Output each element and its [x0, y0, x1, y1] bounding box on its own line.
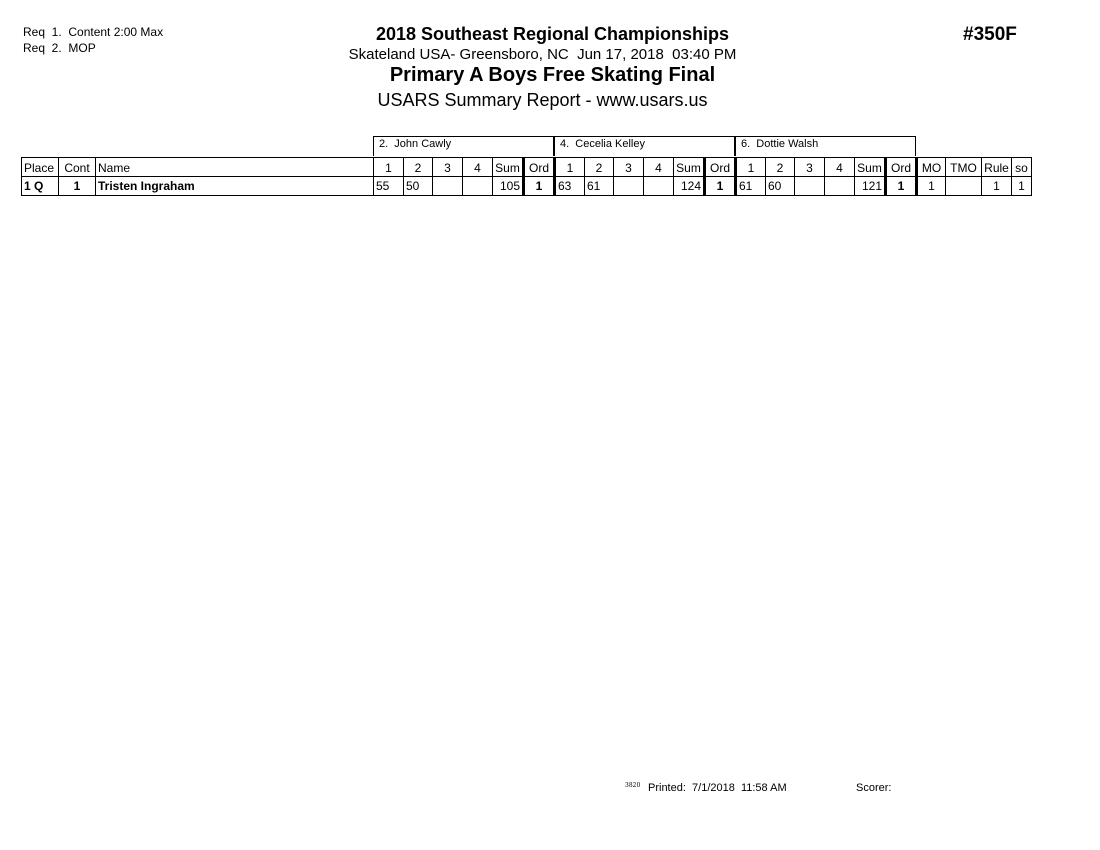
col-cont: Cont: [59, 158, 96, 177]
judge-header-3: 6. Dottie Walsh: [735, 136, 916, 156]
col-j3-3: 3: [795, 158, 825, 177]
row-j1-sum: 105: [493, 177, 524, 196]
col-j3-ord: Ord: [886, 158, 917, 177]
row-j3-score-4: [825, 177, 855, 196]
row-j3-score-3: [795, 177, 825, 196]
row-j2-score-2: 61: [585, 177, 614, 196]
col-j2-4: 4: [644, 158, 674, 177]
judge-header-1: 2. John Cawly: [373, 136, 554, 156]
event-code: #350F: [963, 24, 1017, 45]
judge-header-2: 4. Cecelia Kelley: [554, 136, 735, 156]
row-j2-score-1: 63: [555, 177, 585, 196]
col-j2-2: 2: [585, 158, 614, 177]
col-rule: Rule: [982, 158, 1012, 177]
row-j3-sum: 121: [855, 177, 886, 196]
row-so: 1: [1012, 177, 1032, 196]
printed-timestamp: Printed: 7/1/2018 11:58 AM: [648, 782, 787, 794]
table-header-row: [22, 158, 1032, 177]
row-rule: 1: [982, 177, 1012, 196]
row-skater-name: Tristen Ingraham: [96, 177, 374, 196]
event-name: Primary A Boys Free Skating Final: [389, 64, 716, 86]
col-j1-ord: Ord: [524, 158, 555, 177]
col-j3-2: 2: [766, 158, 795, 177]
col-j3-4: 4: [825, 158, 855, 177]
requirement-2: Req 2. MOP: [23, 41, 96, 55]
col-j1-4: 4: [463, 158, 493, 177]
col-mo: MO: [917, 158, 946, 177]
row-j3-score-2: 60: [766, 177, 795, 196]
col-place: Place: [22, 158, 59, 177]
report-name: USARS Summary Report - www.usars.us: [377, 90, 708, 110]
row-j1-ord: 1: [524, 177, 555, 196]
col-j3-sum: Sum: [855, 158, 886, 177]
requirement-1: Req 1. Content 2:00 Max: [23, 25, 164, 39]
row-mo: 1: [917, 177, 946, 196]
row-tmo: [946, 177, 982, 196]
competition-title: 2018 Southeast Regional Championships: [375, 24, 730, 44]
col-j2-1: 1: [555, 158, 585, 177]
col-name: Name: [96, 158, 374, 177]
row-j3-score-1: 61: [736, 177, 766, 196]
col-j1-2: 2: [404, 158, 433, 177]
venue-date: Skateland USA- Greensboro, NC Jun 17, 2018 03:40 PM: [348, 46, 737, 63]
col-so: so: [1012, 158, 1032, 177]
col-j3-1: 1: [736, 158, 766, 177]
row-j1-score-3: [433, 177, 463, 196]
row-cont: 1: [59, 177, 96, 196]
row-j2-score-3: [614, 177, 644, 196]
row-j2-score-4: [644, 177, 674, 196]
row-place: 1 Q: [22, 177, 59, 196]
row-j1-score-1: 55: [374, 177, 404, 196]
row-j2-ord: 1: [705, 177, 736, 196]
col-j2-sum: Sum: [674, 158, 705, 177]
row-j1-score-4: [463, 177, 493, 196]
col-tmo: TMO: [946, 158, 982, 177]
row-j1-score-2: 50: [404, 177, 433, 196]
col-j1-3: 3: [433, 158, 463, 177]
col-j2-3: 3: [614, 158, 644, 177]
col-j1-sum: Sum: [493, 158, 524, 177]
col-j2-ord: Ord: [705, 158, 736, 177]
row-j2-sum: 124: [674, 177, 705, 196]
row-j3-ord: 1: [886, 177, 917, 196]
results-table: [21, 157, 1032, 196]
footer-code: 3820: [625, 782, 641, 789]
scorer-label: Scorer:: [856, 782, 892, 794]
table-row: [22, 177, 1032, 196]
col-j1-1: 1: [374, 158, 404, 177]
